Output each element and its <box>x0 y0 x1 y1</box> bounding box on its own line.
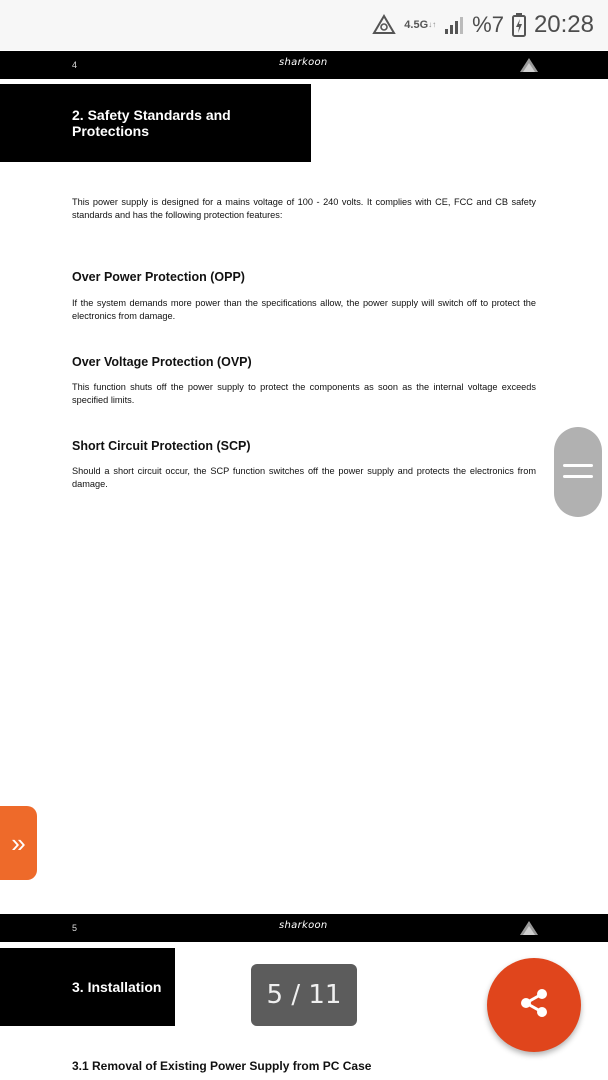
drag-handle-icon[interactable] <box>554 427 602 517</box>
page-header <box>0 914 608 942</box>
alarm-icon <box>372 14 396 36</box>
page-number: 4 <box>72 60 78 70</box>
scroll-up-icon[interactable] <box>520 58 538 77</box>
page-number: 5 <box>72 923 78 933</box>
intro-paragraph: This power supply is designed for a mains voltage of 100 - 240 volts. It complies with CE, FCC and CB safety standards and has the following protection features: <box>72 197 536 220</box>
subheading-ovp: Over Voltage Protection (OVP) <box>72 355 252 369</box>
signal-icon <box>444 15 464 35</box>
double-chevron-icon[interactable]: » <box>0 806 37 880</box>
section-title: 2. Safety Standards and Protections <box>0 84 311 162</box>
page-header <box>0 51 608 79</box>
share-icon <box>517 986 551 1025</box>
subheading-scp: Short Circuit Protection (SCP) <box>72 439 251 453</box>
page-indicator: 5 / 11 <box>251 964 357 1026</box>
battery-icon <box>512 13 526 37</box>
clock: 20:28 <box>533 11 594 38</box>
share-button[interactable] <box>487 958 581 1052</box>
subheading-opp: Over Power Protection (OPP) <box>72 270 245 284</box>
section-title: 3. Installation <box>0 948 175 1026</box>
battery-percent: %7 <box>472 12 504 37</box>
paragraph-opp: If the system demands more power than the specifications allow, the power supply will switch off to protect the electronics from damage. <box>72 298 536 321</box>
scroll-up-icon[interactable] <box>520 921 538 940</box>
sharkoon-logo: sharkoon <box>279 920 328 931</box>
paragraph-ovp: This function shuts off the power supply to protect the components as soon as the internal voltage exceeds specified limits. <box>72 382 536 405</box>
network-type: 4.5G ↓↑ <box>404 19 437 31</box>
subheading-removal: 3.1 Removal of Existing Power Supply from PC Case <box>72 1059 372 1073</box>
paragraph-scp: Should a short circuit occur, the SCP function switches off the power supply and protects the electronics from damage. <box>72 466 536 489</box>
sharkoon-logo: sharkoon <box>279 57 328 68</box>
status-bar <box>0 0 608 50</box>
